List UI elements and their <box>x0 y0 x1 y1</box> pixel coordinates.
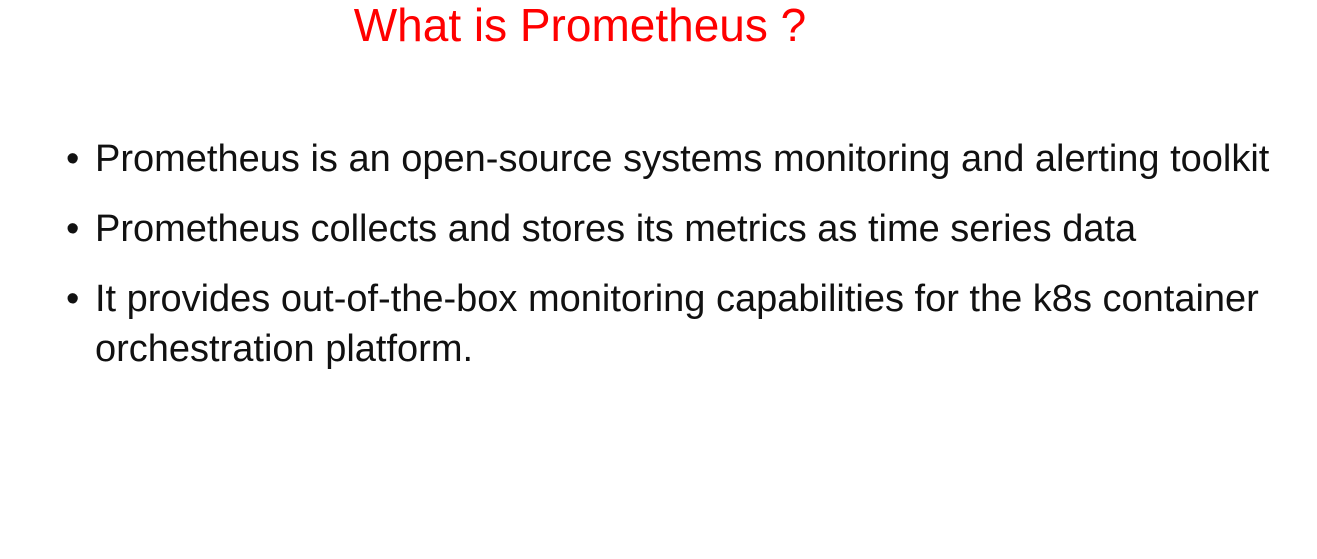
bullet-dot-icon: • <box>66 208 80 250</box>
bullet-text: Prometheus collects and stores its metrics as time series data <box>95 208 1137 250</box>
slide-title: What is Prometheus ? <box>353 0 807 51</box>
bullet-item-k8s-monitoring <box>66 274 1306 374</box>
bullet-text: It provides out-of-the-box monitoring capabilities for the k8s container orchestration platform. <box>95 278 1259 370</box>
bullet-item-time-series <box>66 204 1306 254</box>
bullet-text: Prometheus is an open-source systems monitoring and alerting toolkit <box>95 138 1270 180</box>
bullet-dot-icon: • <box>66 278 80 320</box>
bullet-list <box>66 134 1306 394</box>
bullet-item-open-source-toolkit <box>66 134 1306 184</box>
bullet-dot-icon: • <box>66 138 80 180</box>
